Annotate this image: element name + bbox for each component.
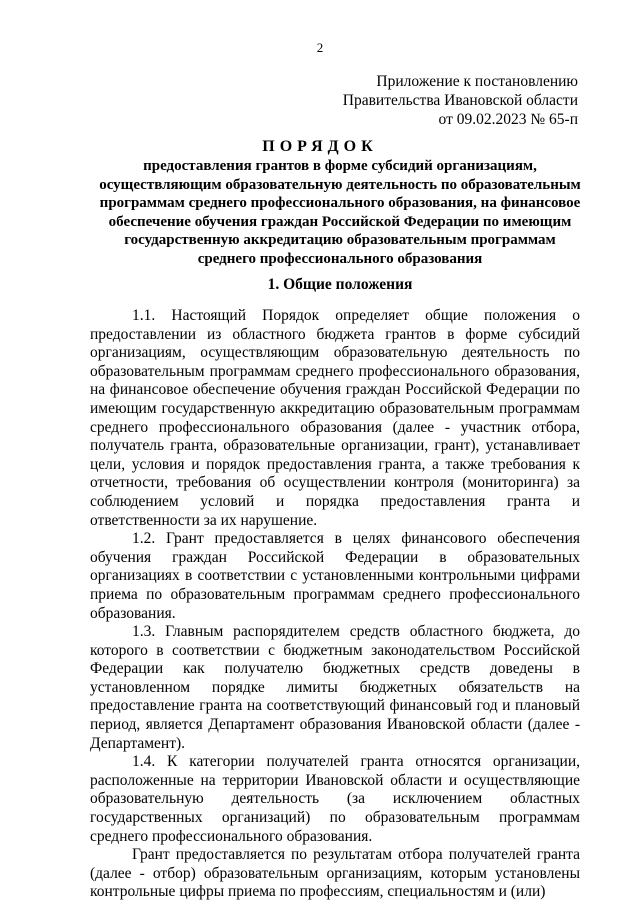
page-number: 2 [316,40,324,55]
section-heading: 1. Общие положения [267,276,413,293]
subtitle-line: государственную аккредитацию образовательным программам [124,232,556,249]
appendix-line: Приложение к постановлению [376,73,578,90]
subtitle-line: среднего профессионального образования [197,250,483,267]
paragraph-grant: Грант предоставляется по результатам отбора получателей гранта (далее - отбор) образовательным организациям, которым установлены контрольные цифры приема по профессиям, специальностям и (или) [90,846,580,901]
body-text [90,307,580,902]
subtitle-line: предоставления грантов в форме субсидий организациям, [143,158,537,174]
paragraph-1-2: 1.2. Грант предоставляется в целях финансового обеспечения обучения граждан Российской Федерации в образовательных организациях в соответствии с установленными контрольными цифрами приема по образовательным программам среднего профессионального образования. [90,530,580,622]
appendix-line: Правительства Ивановской области [342,92,578,109]
subtitle-line: осуществляющим образовательную деятельность по образовательным [99,176,581,193]
paragraph-1-1: 1.1. Настоящий Порядок определяет общие положения о предоставлении из областного бюджета грантов в форме субсидий организациям, осуществляющим образовательную деятельность по образовательным программам среднего профессионального образования, на финансовое обеспечение обучения граждан Российской Федерации по имеющим государственную аккредитацию образовательным программам среднего профессионального образования (далее - участник отбора, получатель гранта, образовательные организации, грант), устанавливает цели, условия и порядок предоставления гранта, а также требования к отчетности, требования об осуществлении контроля (мониторинга) за соблюдением условий и порядка предоставления гранта и ответственности за их нарушение. [90,307,580,529]
appendix-block [343,72,578,129]
subtitle-line: обеспечение обучения граждан Российской Федерации по имеющим [108,213,572,230]
paragraph-1-3: 1.3. Главным распорядителем средств областного бюджета, до которого в соответствии с бюджетным законодательством Российской Федерации как получателю бюджетных средств доведены в установленном порядке лимиты бюджетных обязательств на предоставление гранта на соответствующий финансовый год и плановый период, является Департамент образования Ивановской области (далее - Департамент). [90,623,580,752]
subtitle-line: программам среднего профессионального образования, на финансовое [99,195,581,212]
document-subtitle [90,157,590,269]
appendix-date-number: от 09.02.2023 № 65-п [438,111,578,128]
document-title: ПОРЯДОК [262,138,378,155]
paragraph-1-4: 1.4. К категории получателей гранта относятся организации, расположенные на территории Ивановской области и осуществляющие образовательную деятельность (за исключением областных государственных организаций) по образовательным программам среднего профессионального образования. [90,753,580,845]
